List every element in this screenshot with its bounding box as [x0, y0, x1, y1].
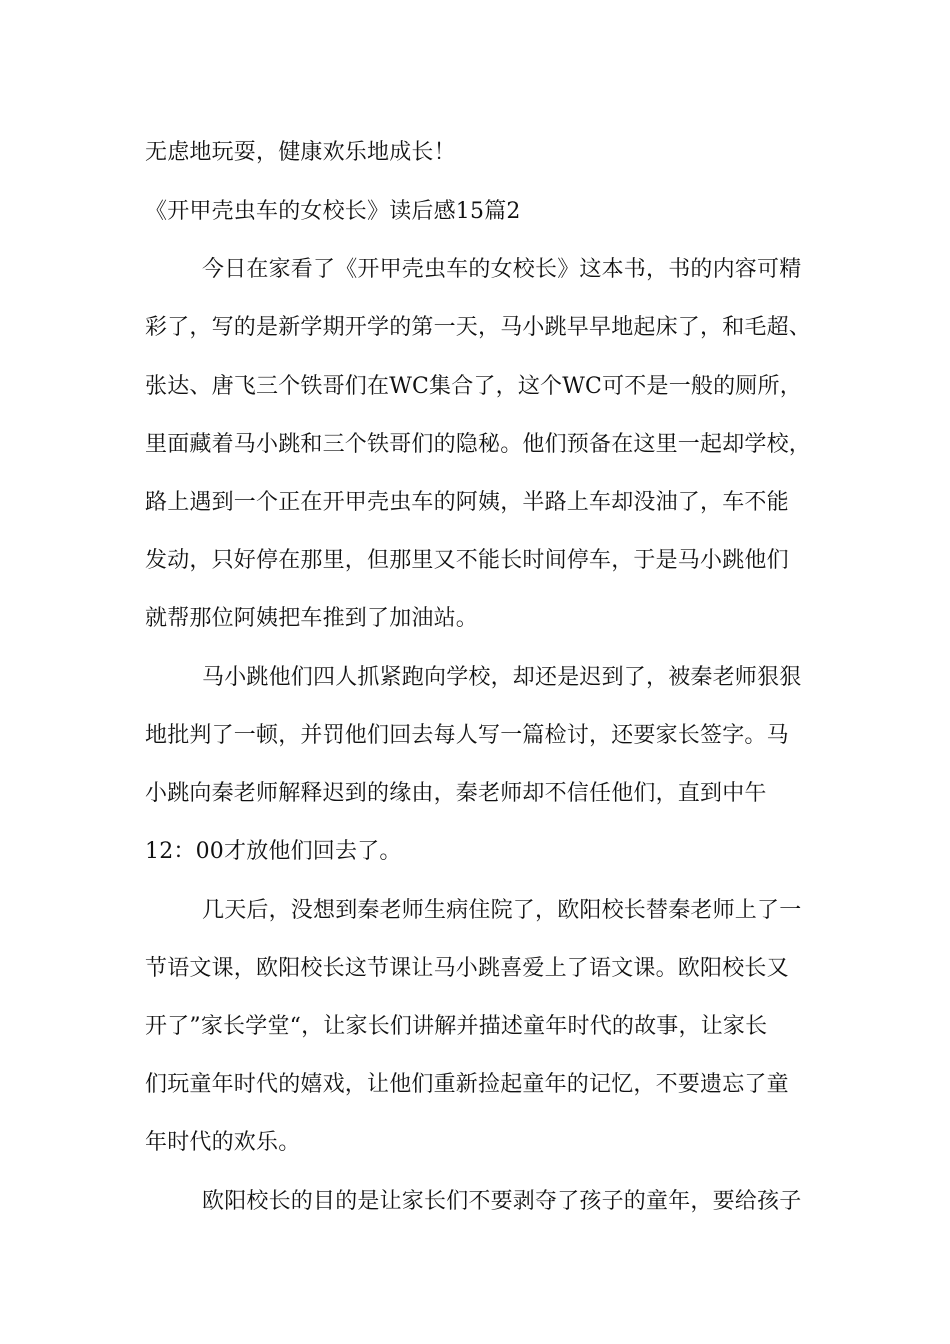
text-line: 无虑地玩耍，健康欢乐地成长！ — [145, 140, 456, 165]
text-line: 开了”家长学堂“，让家长们讲解并描述童年时代的故事，让家长 — [145, 1014, 768, 1039]
text-line: 地批判了一顿，并罚他们回去每人写一篇检讨，还要家长签字。马 — [145, 723, 789, 748]
text-line: 们玩童年时代的嬉戏，让他们重新捡起童年的记忆，不要遗忘了童 — [145, 1072, 789, 1097]
text-line: 彩了，写的是新学期开学的第一天，马小跳早早地起床了，和毛超、 — [145, 315, 812, 340]
text-line: 12：00才放他们回去了。 — [145, 839, 402, 864]
text-line: 发动，只好停在那里，但那里又不能长时间停车，于是马小跳他们 — [145, 548, 789, 573]
paragraph-first-line: 欧阳校长的目的是让家长们不要剥夺了孩子的童年，要给孩子 — [202, 1189, 802, 1214]
text-line: 里面藏着马小跳和三个铁哥们的隐秘。他们预备在这里一起却学校， — [145, 432, 812, 457]
text-line: 就帮那位阿姨把车推到了加油站。 — [145, 606, 479, 631]
paragraph-first-line: 马小跳他们四人抓紧跑向学校，却还是迟到了，被秦老师狠狠 — [202, 665, 802, 690]
paragraph-first-line: 几天后，没想到秦老师生病住院了，欧阳校长替秦老师上了一 — [202, 898, 802, 923]
text-line: 张达、唐飞三个铁哥们在WC集合了，这个WC可不是一般的厕所， — [145, 374, 802, 399]
text-line: 路上遇到一个正在开甲壳虫车的阿姨，半路上车却没油了，车不能 — [145, 490, 789, 515]
text-line: 小跳向秦老师解释迟到的缘由，秦老师却不信任他们，直到中午 — [145, 781, 767, 806]
section-heading: 《开甲壳虫车的女校长》读后感15篇2 — [145, 199, 521, 224]
text-line: 年时代的欢乐。 — [145, 1130, 301, 1155]
text-line: 节语文课，欧阳校长这节课让马小跳喜爱上了语文课。欧阳校长又 — [145, 956, 789, 981]
paragraph-first-line: 今日在家看了《开甲壳虫车的女校长》这本书，书的内容可精 — [202, 257, 802, 282]
